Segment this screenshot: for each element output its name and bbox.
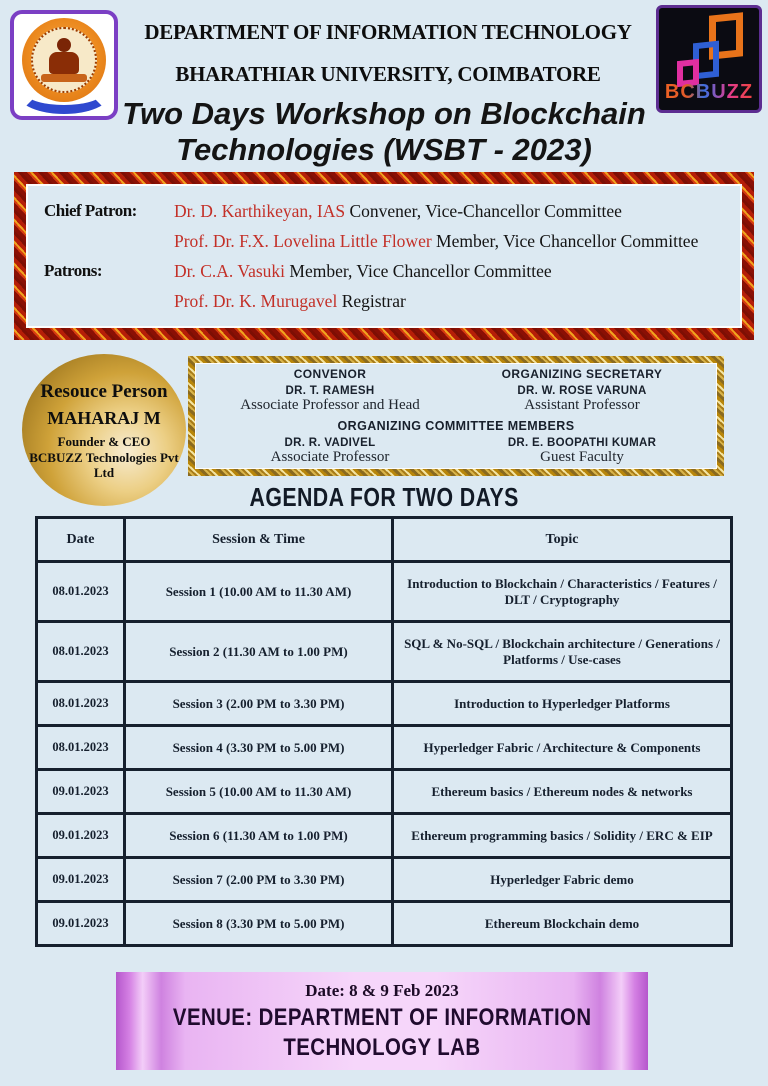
patron-name: Prof. Dr. K. Murugavel — [174, 290, 338, 311]
footer-ribbon — [116, 972, 648, 1070]
title-line-2: Technologies (WSBT - 2023) — [176, 132, 592, 167]
bcbuzz-wordmark: BCBUZZ — [659, 81, 759, 104]
committee-member-block — [204, 433, 456, 466]
cell-session: Session 1 (10.00 AM to 11.30 AM) — [125, 562, 393, 622]
patron-role: Registrar — [341, 290, 406, 311]
resource-person-name: MAHARAJ M — [47, 407, 161, 428]
committee-member-block — [456, 433, 708, 466]
column-header-session: Session & Time — [125, 518, 393, 562]
patron-name: Dr. C.A. Vasuki — [174, 260, 286, 281]
convenor-role: Associate Professor and Head — [240, 396, 420, 413]
cell-date: 09.01.2023 — [37, 858, 125, 902]
patron-name: Prof. Dr. F.X. Lovelina Little Flower — [174, 230, 432, 251]
table-row — [37, 858, 732, 902]
table-row — [37, 726, 732, 770]
department-name: DEPARTMENT OF INFORMATION TECHNOLOGY — [144, 20, 632, 44]
patron-row — [174, 201, 736, 222]
cell-session: Session 6 (11.30 AM to 1.00 PM) — [125, 814, 393, 858]
member-name: DR. R. VADIVEL — [284, 436, 376, 449]
cell-topic: Introduction to Hyperledger Platforms — [393, 682, 732, 726]
organizing-secretary-heading: ORGANIZING SECRETARY — [501, 366, 663, 381]
organizing-secretary-block — [456, 367, 708, 414]
cell-date: 09.01.2023 — [37, 902, 125, 946]
organizing-secretary-name: DR. W. ROSE VARUNA — [517, 384, 647, 397]
cell-topic: Ethereum Blockchain demo — [393, 902, 732, 946]
patron-row — [174, 231, 736, 252]
convenor-heading: CONVENOR — [293, 366, 367, 381]
event-date: Date: 8 & 9 Feb 2023 — [305, 981, 459, 1000]
cell-date: 08.01.2023 — [37, 682, 125, 726]
cell-date: 09.01.2023 — [37, 770, 125, 814]
column-header-topic: Topic — [393, 518, 732, 562]
committee-box — [188, 356, 724, 476]
convenor-block — [204, 367, 456, 414]
cell-session: Session 2 (11.30 AM to 1.00 PM) — [125, 622, 393, 682]
chief-patron-label: Chief Patron: — [44, 201, 137, 220]
table-header-row — [37, 518, 732, 562]
table-row — [37, 770, 732, 814]
column-header-date: Date — [37, 518, 125, 562]
resource-person-company: BCBUZZ Technologies Pvt Ltd — [29, 449, 179, 480]
table-row — [37, 814, 732, 858]
organizing-secretary-role: Assistant Professor — [524, 396, 640, 413]
agenda-table — [35, 516, 733, 947]
page-title — [0, 96, 768, 168]
patron-role: Member, Vice Chancellor Committee — [289, 260, 552, 281]
cell-session: Session 3 (2.00 PM to 3.30 PM) — [125, 682, 393, 726]
cell-session: Session 5 (10.00 AM to 11.30 AM) — [125, 770, 393, 814]
convenor-name: DR. T. RAMESH — [285, 384, 375, 397]
member-role: Associate Professor — [270, 448, 390, 465]
committee-members-heading: ORGANIZING COMMITTEE MEMBERS — [337, 418, 575, 433]
patron-role: Convener, Vice-Chancellor Committee — [349, 200, 622, 221]
patrons-box — [14, 172, 754, 340]
university-emblem-figure — [57, 38, 71, 52]
member-name: DR. E. BOOPATHI KUMAR — [507, 436, 657, 449]
cell-topic: Hyperledger Fabric / Architecture & Components — [393, 726, 732, 770]
patron-role: Member, Vice Chancellor Committee — [436, 230, 699, 251]
cell-session: Session 7 (2.00 PM to 3.30 PM) — [125, 858, 393, 902]
cell-date: 09.01.2023 — [37, 814, 125, 858]
patron-name: Dr. D. Karthikeyan, IAS — [174, 200, 346, 221]
cell-topic: Hyperledger Fabric demo — [393, 858, 732, 902]
agenda-heading: AGENDA FOR TWO DAYS — [249, 482, 519, 512]
table-row — [37, 902, 732, 946]
cell-date: 08.01.2023 — [37, 726, 125, 770]
university-name: BHARATHIAR UNIVERSITY, COIMBATORE — [175, 62, 601, 86]
cell-session: Session 4 (3.30 PM to 5.00 PM) — [125, 726, 393, 770]
cell-date: 08.01.2023 — [37, 622, 125, 682]
member-role: Guest Faculty — [540, 448, 624, 465]
venue-line-1: VENUE: DEPARTMENT OF INFORMATION — [172, 1004, 592, 1031]
patrons-label: Patrons: — [44, 261, 103, 280]
patron-row — [174, 291, 736, 312]
cell-session: Session 8 (3.30 PM to 5.00 PM) — [125, 902, 393, 946]
table-row — [37, 682, 732, 726]
table-row — [37, 562, 732, 622]
resource-person-role: Founder & CEO — [57, 433, 151, 449]
patron-row — [174, 261, 736, 282]
title-line-1: Two Days Workshop on Blockchain — [122, 96, 646, 131]
cell-topic: SQL & No-SQL / Blockchain architecture / Generations / Platforms / Use-cases — [393, 622, 732, 682]
cell-date: 08.01.2023 — [37, 562, 125, 622]
table-row — [37, 622, 732, 682]
resource-person-title: Resouce Person — [40, 380, 168, 402]
cell-topic: Introduction to Blockchain / Characteristics / Features / DLT / Cryptography — [393, 562, 732, 622]
cell-topic: Ethereum programming basics / Solidity / ERC & EIP — [393, 814, 732, 858]
cell-topic: Ethereum basics / Ethereum nodes & networks — [393, 770, 732, 814]
venue-line-2: TECHNOLOGY LAB — [283, 1034, 481, 1061]
